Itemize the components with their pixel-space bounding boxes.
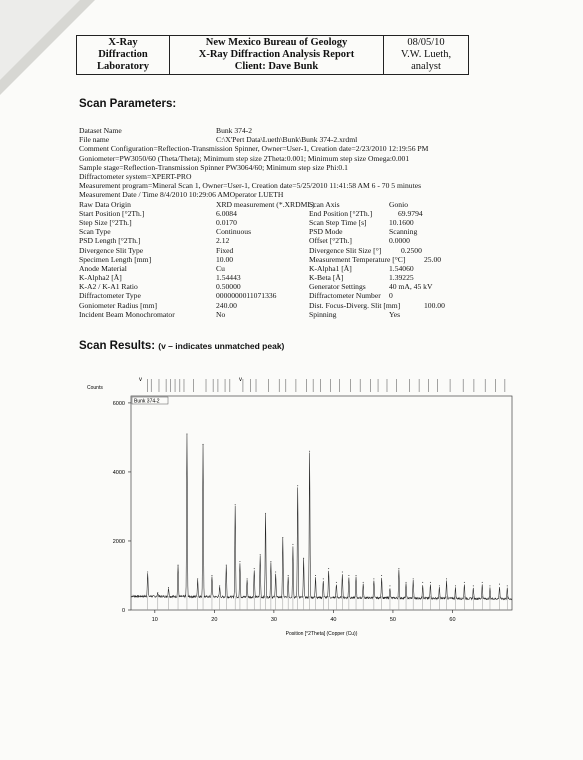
y-tick-label: 0 bbox=[121, 608, 125, 614]
y-axis-label: Counts bbox=[87, 385, 103, 391]
param-goniometer: Goniometer=PW3050/60 (Theta/Theta); Minimum step size 2Theta:0.001; Minimum step size Omega:0.001 bbox=[79, 153, 410, 163]
unmatched-peak-marker: v bbox=[139, 377, 143, 383]
lab-name-line-1: X-Ray bbox=[108, 37, 138, 48]
lab-name-line-3: Laboratory bbox=[97, 61, 149, 72]
peak-point bbox=[178, 565, 179, 566]
scan-results-title: Scan Results: bbox=[79, 340, 156, 352]
param-label: Start Position [°2Th.] bbox=[79, 208, 145, 218]
param-label: End Position [°2Th.] bbox=[309, 208, 373, 218]
param-label: Raw Data Origin bbox=[79, 199, 131, 209]
param-label: Goniometer Radius [mm] bbox=[79, 300, 158, 310]
peak-point bbox=[292, 544, 293, 545]
param-sample-stage: Sample stage=Reflection-Transmission Spinner PW3064/60; Minimum step size Phi:0.1 bbox=[79, 162, 348, 172]
param-value: 0000000011071336 bbox=[216, 291, 277, 301]
unmatched-peak-note: (v – indicates unmatched peak) bbox=[158, 341, 285, 351]
peak-point bbox=[323, 578, 324, 579]
param-label: K-Beta [Å] bbox=[309, 273, 344, 283]
param-label: Scan Axis bbox=[309, 199, 340, 209]
peak-point bbox=[203, 444, 204, 445]
param-value: 0.50000 bbox=[216, 282, 241, 292]
analyst-role: analyst bbox=[411, 61, 441, 72]
peak-point bbox=[265, 513, 266, 514]
peak-point bbox=[226, 565, 227, 566]
peak-point bbox=[398, 568, 399, 569]
param-value: 2.12 bbox=[216, 236, 230, 246]
client-name: Client: Dave Bunk bbox=[234, 61, 319, 72]
param-label: Step Size [°2Th.] bbox=[79, 217, 132, 227]
peak-point bbox=[342, 572, 343, 573]
peak-point bbox=[455, 585, 456, 586]
param-value: Bunk 374-2 bbox=[216, 126, 253, 135]
param-value: 0.0170 bbox=[216, 217, 237, 227]
peak-point bbox=[430, 582, 431, 583]
param-value: 1.54443 bbox=[216, 273, 241, 283]
peak-point bbox=[507, 585, 508, 586]
peak-point bbox=[270, 561, 271, 562]
param-value: C:\X'Pert Data\Lueth\Bunk\Bunk 374-2.xrdml bbox=[216, 135, 358, 145]
param-label: Divergence Slit Type bbox=[79, 245, 144, 255]
peak-point bbox=[282, 537, 283, 538]
param-value: Yes bbox=[389, 309, 401, 319]
peak-point bbox=[489, 585, 490, 586]
param-label: Divergence Slit Size [°] bbox=[309, 245, 382, 255]
param-value: No bbox=[216, 309, 226, 319]
param-value: 100.00 bbox=[424, 300, 445, 310]
param-label: Incident Beam Monochromator bbox=[79, 309, 175, 319]
x-tick-label: 60 bbox=[449, 617, 456, 623]
diffraction-trace bbox=[131, 434, 512, 599]
peak-point bbox=[197, 578, 198, 579]
param-label: Scan Type bbox=[79, 227, 111, 237]
param-label: PSD Mode bbox=[309, 227, 343, 237]
peak-point bbox=[482, 582, 483, 583]
x-tick-label: 30 bbox=[270, 617, 277, 623]
series-label: Bunk 374-2 bbox=[134, 398, 160, 405]
param-value: 1.39225 bbox=[389, 273, 414, 283]
analyst-name: V.W. Lueth, bbox=[400, 49, 452, 60]
peak-point bbox=[473, 585, 474, 586]
param-label: Dataset Name bbox=[79, 126, 122, 135]
param-value: Cu bbox=[216, 263, 225, 273]
param-measurement-date: Measurement Date / Time 8/4/2010 10:29:06 AMOperator LUETH bbox=[79, 190, 284, 200]
x-tick-label: 20 bbox=[211, 617, 218, 623]
y-tick-label: 4000 bbox=[112, 469, 125, 476]
institution-name: New Mexico Bureau of Geology bbox=[205, 37, 348, 48]
unmatched-peak-marker: v bbox=[239, 377, 243, 383]
peak-point bbox=[247, 578, 248, 579]
param-value: 10.00 bbox=[216, 254, 234, 264]
param-value: 0 bbox=[389, 291, 393, 301]
param-value: 69.9794 bbox=[398, 208, 423, 218]
param-value: 40 mA, 45 kV bbox=[389, 282, 433, 292]
peak-point bbox=[211, 575, 212, 576]
param-value: 25.00 bbox=[424, 254, 442, 264]
peak-point bbox=[235, 504, 236, 505]
report-title: X-Ray Diffraction Analysis Report bbox=[198, 49, 355, 60]
scan-parameters-heading: Scan Parameters: bbox=[79, 98, 177, 110]
param-value: Gonio bbox=[389, 199, 408, 209]
param-label: Measurement Temperature [°C] bbox=[309, 254, 406, 264]
peak-point bbox=[439, 585, 440, 586]
param-value: 1.54060 bbox=[389, 263, 414, 273]
peak-point bbox=[168, 587, 169, 588]
peak-point bbox=[303, 558, 304, 559]
peak-point bbox=[413, 578, 414, 579]
param-label: K-Alpha1 [Å] bbox=[309, 263, 352, 273]
param-label: File name bbox=[79, 135, 110, 145]
x-tick-label: 40 bbox=[330, 617, 337, 623]
param-value: 6.0084 bbox=[216, 208, 237, 218]
param-label: Diffractometer Type bbox=[79, 291, 141, 301]
param-label: K-A2 / K-A1 Ratio bbox=[79, 282, 138, 292]
peak-point bbox=[288, 575, 289, 576]
param-label: PSD Length [°2Th.] bbox=[79, 236, 141, 246]
peak-point bbox=[373, 578, 374, 579]
param-label: Diffractometer Number bbox=[309, 291, 381, 301]
peak-point bbox=[254, 568, 255, 569]
report-date: 08/05/10 bbox=[407, 37, 445, 48]
lab-name-line-2: Diffraction bbox=[98, 49, 148, 60]
param-value: 10.1600 bbox=[389, 217, 414, 227]
peak-point bbox=[315, 575, 316, 576]
param-value: Continuous bbox=[216, 227, 252, 237]
peak-point bbox=[389, 585, 390, 586]
peak-point bbox=[499, 584, 500, 585]
peak-point bbox=[219, 585, 220, 586]
y-tick-label: 2000 bbox=[112, 538, 125, 545]
peak-point bbox=[446, 578, 447, 579]
peak-point bbox=[328, 568, 329, 569]
param-value: 0.2500 bbox=[401, 245, 422, 255]
y-tick-label: 6000 bbox=[112, 400, 125, 407]
param-label: Spinning bbox=[309, 309, 337, 319]
peak-point bbox=[157, 592, 158, 593]
peak-point bbox=[356, 575, 357, 576]
peak-point bbox=[422, 582, 423, 583]
plot-frame bbox=[131, 396, 512, 610]
peak-point bbox=[336, 582, 337, 583]
param-value: Scanning bbox=[389, 227, 418, 237]
peak-point bbox=[239, 561, 240, 562]
param-value: XRD measurement (*.XRDML) bbox=[216, 199, 315, 209]
peak-point bbox=[406, 582, 407, 583]
peak-point bbox=[147, 572, 148, 573]
param-value: 0.0000 bbox=[389, 236, 410, 246]
peak-point bbox=[297, 485, 298, 486]
peak-point bbox=[275, 572, 276, 573]
param-comment: Comment Configuration=Reflection-Transmission Spinner, Owner=User-1, Creation date=2/23/2010 12:19:56 PM bbox=[79, 144, 429, 154]
param-diffractometer-system: Diffractometer system=XPERT-PRO bbox=[79, 171, 192, 181]
peak-point bbox=[464, 582, 465, 583]
x-axis-label: Position [°2Theta] (Copper (Cu)) bbox=[285, 631, 358, 637]
peak-point bbox=[309, 451, 310, 452]
peak-point bbox=[381, 575, 382, 576]
peak-point bbox=[260, 554, 261, 555]
param-label: Generator Settings bbox=[309, 282, 366, 292]
param-value: 240.00 bbox=[216, 300, 237, 310]
param-value: Fixed bbox=[216, 245, 234, 255]
param-label: Anode Material bbox=[79, 263, 127, 273]
param-label: Dist. Focus-Diverg. Slit [mm] bbox=[309, 300, 401, 310]
x-tick-label: 10 bbox=[151, 617, 158, 623]
peak-point bbox=[186, 433, 187, 434]
peak-point bbox=[363, 582, 364, 583]
peak-point bbox=[348, 575, 349, 576]
x-tick-label: 50 bbox=[389, 617, 396, 623]
param-label: K-Alpha2 [Å] bbox=[79, 273, 122, 283]
param-measurement-program: Measurement program=Mineral Scan 1, Owner=User-1, Creation date=5/25/2010 11:41:58 AM 6 - 70 5 minutes bbox=[79, 181, 422, 191]
param-label: Scan Step Time [s] bbox=[309, 217, 367, 227]
param-label: Offset [°2Th.] bbox=[309, 236, 352, 246]
param-label: Specimen Length [mm] bbox=[79, 254, 152, 264]
